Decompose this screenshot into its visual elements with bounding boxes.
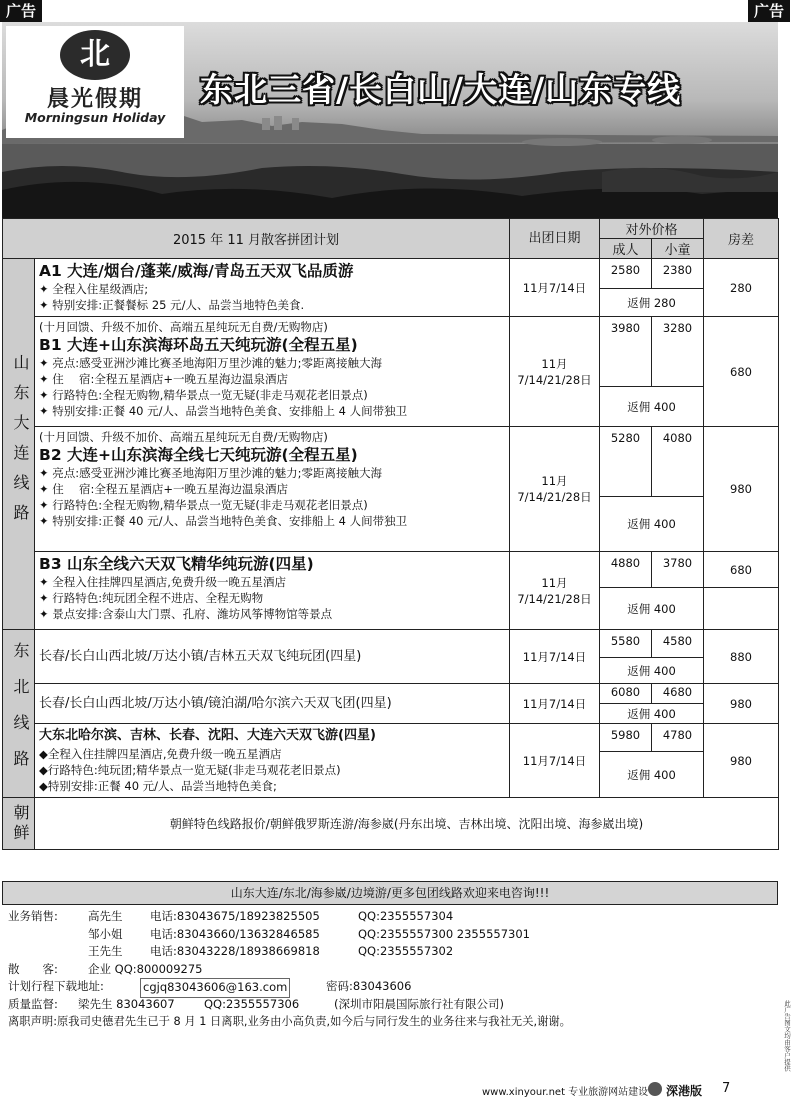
sales-qq: QQ:2355557300 2355557301 [358, 926, 530, 941]
tour-title: 大东北哈尔滨、吉林、长春、沈阳、大连六天双飞游(四星) [39, 728, 376, 743]
sales-label: 业务销售: [8, 909, 58, 923]
tour-row [35, 684, 510, 724]
tour-title: B2 大连+山东滨海全线七天纯玩游(全程五星) [39, 446, 358, 464]
header-adult: 成人 [600, 239, 652, 259]
contact-row [8, 943, 778, 961]
resign-statement: 离职声明:原我司史德君先生已于 8 月 1 日离职,业务由小高负责,如今后与同行发生的业务往来与我社无关,谢谢。 [8, 1015, 571, 1028]
room-diff: 980 [704, 724, 779, 798]
edition: 深港版 [666, 1084, 703, 1098]
side-note: 此广告图文均由客户提供 [783, 1000, 791, 1072]
sales-name: 邹小姐 [88, 926, 123, 941]
tour-dates: 11月7/14日 [510, 724, 600, 798]
header-single: 房差 [704, 219, 779, 259]
tour-title: 长春/长白山西北坡/万达小镇/吉林五天双飞纯玩团(四星) [39, 648, 362, 664]
tour-line: ✦ 特别安排:正餐 40 元/人、品尝当地特色美食、安排船上 4 人间带独卫 [39, 404, 408, 418]
contact-row [8, 1013, 778, 1031]
price-child: 4580 [652, 630, 704, 658]
price-adult: 2580 [600, 259, 652, 289]
rebate: 返佣 400 [600, 704, 704, 724]
price-child: 4080 [652, 427, 704, 497]
tour-dates: 11月 7/14/21/28日 [510, 427, 600, 552]
tour-dates: 11月7/14日 [510, 259, 600, 317]
brand-name-en: Morningsun Holiday [24, 110, 166, 125]
header-plan: 2015 年 11 月散客拼团计划 [3, 219, 510, 259]
tour-line: ✦ 特别安排:正餐餐标 25 元/人、品尝当地特色美食. [39, 298, 305, 312]
price-child: 2380 [652, 259, 704, 289]
price-adult: 4880 [600, 552, 652, 588]
brand-logo [6, 26, 184, 138]
sales-name: 高先生 [88, 909, 123, 923]
room-diff: 980 [704, 427, 779, 552]
tour-line: ✦ 亮点:感受亚洲沙滩比赛圣地海阳万里沙滩的魅力;零距离接触大海 [39, 466, 383, 480]
tour-line: ✦ 行路特色:纯玩团全程不进店、全程无购物 [39, 591, 264, 605]
rebate: 返佣 400 [600, 497, 704, 552]
tour-row [35, 630, 510, 684]
tour-line: ✦ 亮点:感受亚洲沙滩比赛圣地海阳万里沙滩的魅力;零距离接触大海 [39, 356, 383, 370]
region-shandong [3, 259, 35, 630]
download-email-link[interactable]: cgjq83043606@163.com [140, 978, 290, 998]
retail-label: 散 客: [8, 961, 58, 976]
region-korea [3, 798, 35, 850]
tour-note: (十月回馈、升级不加价、高端五星纯玩无自费/无购物店) [39, 430, 328, 444]
sales-qq: QQ:2355557302 [358, 944, 454, 958]
ad-label-right: 广告 [748, 0, 790, 22]
room-diff: 880 [704, 630, 779, 684]
edition-badge-icon [648, 1082, 662, 1096]
rebate: 返佣 400 [600, 588, 704, 630]
tour-line: ✦ 全程入住星级酒店; [39, 282, 149, 296]
tour-line: ✦ 全程入住挂牌四星酒店,免费升级一晚五星酒店 [39, 575, 286, 589]
consult-band: 山东大连/东北/海参崴/边境游/更多包团线路欢迎来电咨询!!! [2, 881, 778, 905]
header-child: 小童 [652, 239, 704, 259]
tour-table [2, 218, 779, 850]
sales-name: 王先生 [88, 944, 123, 958]
tour-note: (十月回馈、升级不加价、高端五星纯玩无自费/无购物店) [39, 320, 328, 334]
tour-row [35, 317, 510, 427]
supervise-contact: 梁先生 83043607 [78, 996, 175, 1011]
tour-dates: 11月 7/14/21/28日 [510, 552, 600, 630]
room-diff: 280 [704, 259, 779, 317]
logo-mark-icon: 北 [60, 30, 130, 80]
tour-line: ◆行路特色:纯玩团;精华景点一览无疑(非走马观花老旧景点) [39, 763, 341, 777]
contact-row [8, 996, 778, 1014]
rebate: 返佣 400 [600, 387, 704, 427]
download-password: 密码:83043606 [326, 979, 412, 993]
contact-row [8, 908, 778, 926]
price-adult: 3980 [600, 317, 652, 387]
retail-qq: 企业 QQ:800009275 [88, 961, 203, 976]
tour-title: B3 山东全线六天双飞精华纯玩游(四星) [39, 555, 314, 573]
tour-title: B1 大连+山东滨海环岛五天纯玩游(全程五星) [39, 336, 358, 354]
headline: 东北三省/长白山/大连/山东专线 [200, 70, 682, 109]
price-adult: 5280 [600, 427, 652, 497]
company-name: (深圳市阳晨国际旅行社有限公司) [334, 996, 504, 1011]
tour-line: ✦ 行路特色:全程无购物,精华景点一览无疑(非走马观花老旧景点) [39, 498, 368, 512]
ad-label-left: 广告 [0, 0, 42, 22]
room-diff-empty [704, 588, 779, 630]
contact-section [8, 908, 778, 1031]
tour-line: ✦ 行路特色:全程无购物,精华景点一览无疑(非走马观花老旧景点) [39, 388, 368, 402]
contact-row [8, 926, 778, 944]
korea-row: 朝鲜特色线路报价/朝鲜俄罗斯连游/海参崴(丹东出境、吉林出境、沈阳出境、海参崴出境) [35, 798, 779, 850]
tour-dates: 11月 7/14/21/28日 [510, 317, 600, 427]
header-depart: 出团日期 [510, 219, 600, 259]
region-label: 山东大连线路 [11, 354, 30, 534]
region-label: 东北线路 [11, 641, 30, 786]
page-number: 7 [722, 1081, 731, 1096]
tour-line: ✦ 住 宿:全程五星酒店+一晚五星海边温泉酒店 [39, 482, 288, 496]
tour-line: ✦ 特别安排:正餐 40 元/人、品尝当地特色美食、安排船上 4 人间带独卫 [39, 514, 408, 528]
price-child: 3280 [652, 317, 704, 387]
tour-line: ◆特别安排:正餐 40 元/人、品尝当地特色美食; [39, 779, 277, 793]
price-adult: 5980 [600, 724, 652, 752]
rebate: 返佣 400 [600, 752, 704, 798]
rebate: 返佣 280 [600, 289, 704, 317]
site-credit: www.xinyour.net 专业旅游网站建设 [482, 1087, 649, 1098]
room-diff: 680 [704, 552, 779, 588]
tour-dates: 11月7/14日 [510, 684, 600, 724]
rebate: 返佣 400 [600, 658, 704, 684]
price-adult: 6080 [600, 684, 652, 704]
tour-dates: 11月7/14日 [510, 630, 600, 684]
tour-line: ◆全程入住挂牌四星酒店,免费升级一晚五星酒店 [39, 747, 282, 761]
supervise-qq: QQ:2355557306 [204, 996, 300, 1011]
page-footer [0, 1080, 790, 1100]
download-label: 计划行程下载地址: [8, 979, 104, 993]
supervise-label: 质量监督: [8, 996, 58, 1011]
sales-tel: 电话:83043660/13632846585 [150, 926, 320, 941]
tour-title: 长春/长白山西北坡/万达小镇/镜泊湖/哈尔滨六天双飞团(四星) [39, 695, 392, 711]
tour-line: ✦ 住 宿:全程五星酒店+一晚五星海边温泉酒店 [39, 372, 288, 386]
region-dongbei [3, 630, 35, 798]
price-child: 4780 [652, 724, 704, 752]
tour-line: ✦ 景点安排:含泰山大门票、孔府、潍坊风筝博物馆等景点 [39, 607, 333, 621]
tour-row [35, 427, 510, 552]
region-label: 朝鲜 [11, 803, 30, 844]
contact-row [8, 978, 778, 996]
room-diff: 980 [704, 684, 779, 724]
header-price: 对外价格 [600, 219, 704, 239]
sales-qq: QQ:2355557304 [358, 909, 454, 923]
price-child: 4680 [652, 684, 704, 704]
tour-row [35, 724, 510, 798]
sales-tel: 电话:83043675/18923825505 [150, 909, 320, 923]
price-child: 3780 [652, 552, 704, 588]
brand-name-cn: 晨光假期 [46, 87, 143, 112]
room-diff: 680 [704, 317, 779, 427]
sales-tel: 电话:83043228/18938669818 [150, 944, 320, 958]
banner-photo [2, 22, 778, 218]
contact-row [8, 961, 778, 979]
price-adult: 5580 [600, 630, 652, 658]
tour-row [35, 552, 510, 630]
tour-title: A1 大连/烟台/蓬莱/威海/青岛五天双飞品质游 [39, 262, 354, 280]
tour-row [35, 259, 510, 317]
